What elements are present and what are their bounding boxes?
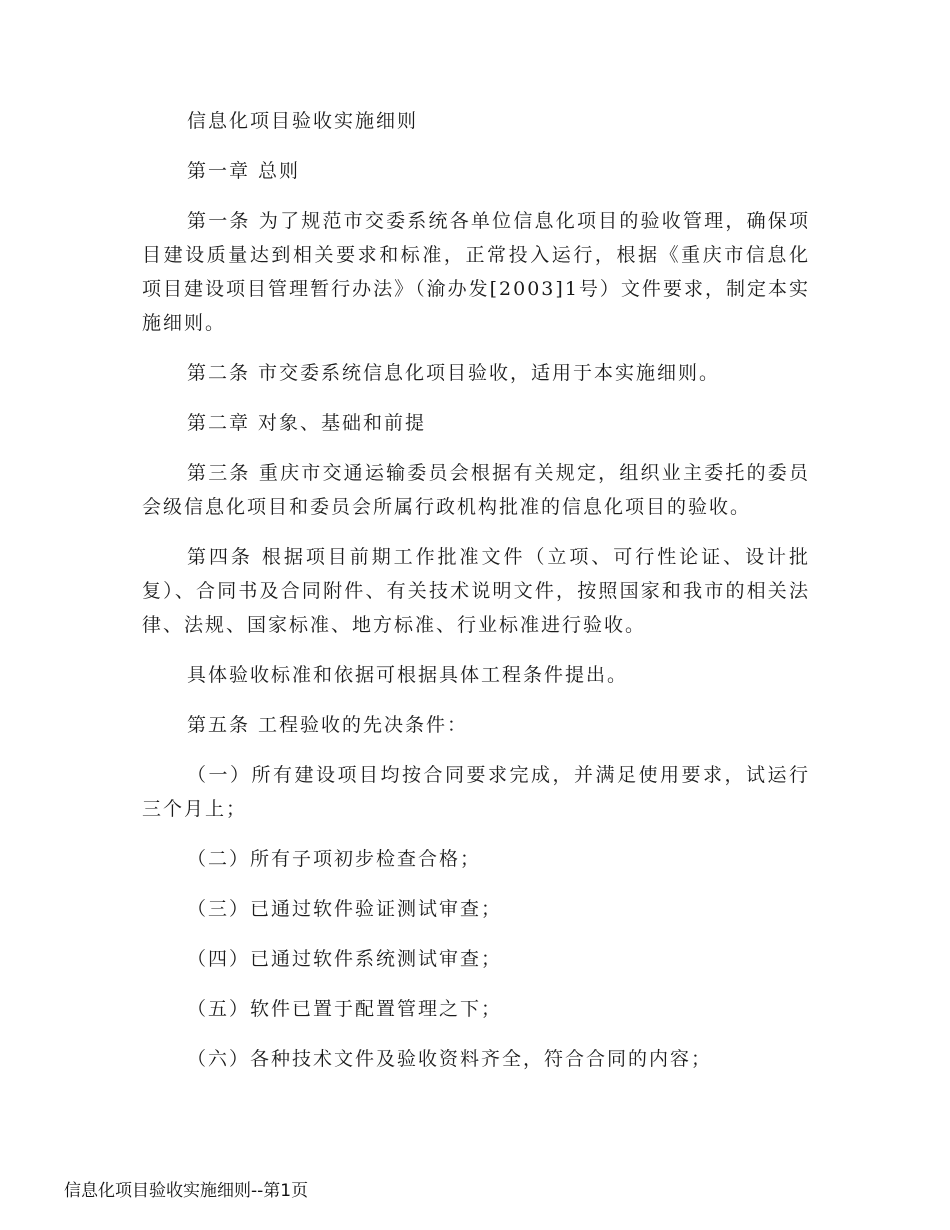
condition-item-3: （三）已通过软件验证测试审查；: [187, 898, 503, 920]
condition-item-6: （六）各种技术文件及验收资料齐全，符合合同的内容；: [187, 1048, 713, 1070]
chapter-heading-1: 第一章 总则: [187, 160, 301, 182]
article-4: 第四条 根据项目前期工作批准文件（立项、可行性论证、设计批复）、合同书及合同附件、有关技术说明文件，按照国家和我市的相关法律、法规、国家标准、地方标准、行业标准进行验收。: [142, 546, 810, 636]
article-1: 第一条 为了规范市交委系统各单位信息化项目的验收管理，确保项目建设质量达到相关要求和标准，正常投入运行，根据《重庆市信息化项目建设项目管理暂行办法》（渝办发[2003]1号）文件要求，制定本实施细则。: [142, 210, 810, 334]
article-4-note: 具体验收标准和依据可根据具体工程条件提出。: [187, 664, 629, 686]
document-body: [142, 104, 810, 1092]
condition-item-2: （二）所有子项初步检查合格；: [187, 848, 482, 870]
article-3: 第三条 重庆市交通运输委员会根据有关规定，组织业主委托的委员会级信息化项目和委员会所属行政机构批准的信息化项目的验收。: [142, 462, 810, 518]
page-footer: 信息化项目验收实施细则--第1页: [64, 1181, 309, 1201]
document-title: 信息化项目验收实施细则: [187, 110, 419, 132]
condition-item-1: （一）所有建设项目均按合同要求完成，并满足使用要求，试运行三个月上；: [142, 764, 810, 820]
article-2: 第二条 市交委系统信息化项目验收，适用于本实施细则。: [187, 362, 721, 384]
condition-item-5: （五）软件已置于配置管理之下；: [187, 998, 503, 1020]
condition-item-4: （四）已通过软件系统测试审查；: [187, 948, 503, 970]
chapter-heading-2: 第二章 对象、基础和前提: [187, 412, 427, 434]
article-5: 第五条 工程验收的先决条件：: [187, 714, 469, 736]
